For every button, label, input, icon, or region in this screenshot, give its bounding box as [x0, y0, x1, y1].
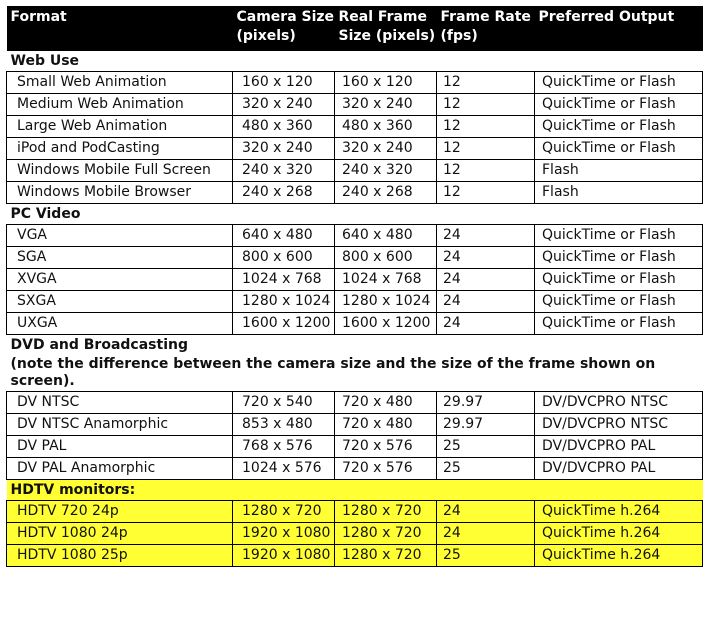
cell-frame-rate: 12	[437, 116, 535, 138]
cell-camera-size: 1024 x 768	[233, 269, 335, 291]
table-row	[7, 414, 703, 436]
cell-camera-size: 480 x 360	[233, 116, 335, 138]
cell-format: iPod and PodCasting	[7, 138, 233, 160]
cell-preferred-output: QuickTime or Flash	[535, 225, 703, 247]
header-frame-rate: Frame Rate (fps)	[437, 6, 535, 51]
cell-format: HDTV 1080 24p	[7, 523, 233, 545]
cell-format: Windows Mobile Browser	[7, 182, 233, 204]
table-row	[7, 94, 703, 116]
cell-format: UXGA	[7, 313, 233, 335]
cell-real-frame-size: 160 x 120	[335, 72, 437, 94]
cell-preferred-output: QuickTime h.264	[535, 545, 703, 567]
cell-real-frame-size: 480 x 360	[335, 116, 437, 138]
cell-format: Medium Web Animation	[7, 94, 233, 116]
cell-format: SGA	[7, 247, 233, 269]
cell-real-frame-size: 1600 x 1200	[335, 313, 437, 335]
cell-frame-rate: 24	[437, 501, 535, 523]
cell-camera-size: 1920 x 1080	[233, 545, 335, 567]
cell-camera-size: 640 x 480	[233, 225, 335, 247]
cell-preferred-output: DV/DVCPRO PAL	[535, 436, 703, 458]
cell-frame-rate: 24	[437, 523, 535, 545]
section-note-text: (note the difference between the camera size and the size of the frame shown on screen).	[10, 356, 656, 389]
table-row	[7, 501, 703, 523]
table-row	[7, 313, 703, 335]
cell-frame-rate: 24	[437, 225, 535, 247]
cell-real-frame-size: 1024 x 768	[335, 269, 437, 291]
cell-real-frame-size: 1280 x 720	[335, 523, 437, 545]
cell-preferred-output: QuickTime or Flash	[535, 247, 703, 269]
cell-preferred-output: QuickTime or Flash	[535, 291, 703, 313]
cell-frame-rate: 12	[437, 72, 535, 94]
section-title: HDTV monitors:	[7, 480, 703, 501]
cell-camera-size: 320 x 240	[233, 94, 335, 116]
cell-preferred-output: Flash	[535, 182, 703, 204]
cell-real-frame-size: 240 x 320	[335, 160, 437, 182]
cell-frame-rate: 25	[437, 545, 535, 567]
table-row	[7, 436, 703, 458]
cell-format: HDTV 1080 25p	[7, 545, 233, 567]
cell-real-frame-size: 320 x 240	[335, 138, 437, 160]
cell-camera-size: 768 x 576	[233, 436, 335, 458]
cell-format: HDTV 720 24p	[7, 501, 233, 523]
table-row	[7, 116, 703, 138]
cell-frame-rate: 12	[437, 182, 535, 204]
section-title: DVD and Broadcasting	[7, 335, 703, 356]
formats-table	[6, 6, 703, 567]
cell-preferred-output: DV/DVCPRO NTSC	[535, 414, 703, 436]
section-dvd	[7, 335, 703, 356]
table-row	[7, 291, 703, 313]
cell-preferred-output: QuickTime h.264	[535, 501, 703, 523]
table-row	[7, 458, 703, 480]
cell-preferred-output: QuickTime or Flash	[535, 138, 703, 160]
section-title: PC Video	[7, 204, 703, 225]
cell-real-frame-size: 1280 x 720	[335, 501, 437, 523]
table-row	[7, 225, 703, 247]
header-real-frame-size: Real Frame Size (pixels)	[335, 6, 437, 51]
cell-format: Small Web Animation	[7, 72, 233, 94]
cell-real-frame-size: 640 x 480	[335, 225, 437, 247]
cell-camera-size: 1600 x 1200	[233, 313, 335, 335]
cell-real-frame-size: 720 x 576	[335, 436, 437, 458]
cell-camera-size: 1024 x 576	[233, 458, 335, 480]
cell-format: DV NTSC Anamorphic	[7, 414, 233, 436]
table-row	[7, 269, 703, 291]
cell-real-frame-size: 720 x 480	[335, 392, 437, 414]
cell-camera-size: 1920 x 1080	[233, 523, 335, 545]
cell-frame-rate: 24	[437, 291, 535, 313]
cell-format: Windows Mobile Full Screen	[7, 160, 233, 182]
cell-frame-rate: 24	[437, 247, 535, 269]
header-camera-size: Camera Size (pixels)	[233, 6, 335, 51]
header-row	[7, 6, 703, 51]
cell-preferred-output: DV/DVCPRO PAL	[535, 458, 703, 480]
cell-format: SXGA	[7, 291, 233, 313]
cell-frame-rate: 12	[437, 94, 535, 116]
cell-real-frame-size: 320 x 240	[335, 94, 437, 116]
section-hdtv	[7, 480, 703, 501]
cell-real-frame-size: 1280 x 720	[335, 545, 437, 567]
cell-preferred-output: QuickTime or Flash	[535, 94, 703, 116]
section-title: Web Use	[7, 51, 703, 72]
cell-preferred-output: QuickTime or Flash	[535, 269, 703, 291]
cell-format: DV PAL	[7, 436, 233, 458]
table-row	[7, 523, 703, 545]
cell-preferred-output: DV/DVCPRO NTSC	[535, 392, 703, 414]
table-row	[7, 392, 703, 414]
cell-camera-size: 853 x 480	[233, 414, 335, 436]
table-row	[7, 138, 703, 160]
cell-preferred-output: Flash	[535, 160, 703, 182]
cell-real-frame-size: 800 x 600	[335, 247, 437, 269]
cell-camera-size: 160 x 120	[233, 72, 335, 94]
table-row	[7, 182, 703, 204]
cell-camera-size: 240 x 320	[233, 160, 335, 182]
cell-preferred-output: QuickTime or Flash	[535, 116, 703, 138]
table-row	[7, 72, 703, 94]
cell-frame-rate: 29.97	[437, 414, 535, 436]
cell-camera-size: 320 x 240	[233, 138, 335, 160]
cell-camera-size: 800 x 600	[233, 247, 335, 269]
cell-format: Large Web Animation	[7, 116, 233, 138]
section-web	[7, 51, 703, 72]
cell-real-frame-size: 720 x 576	[335, 458, 437, 480]
cell-camera-size: 240 x 268	[233, 182, 335, 204]
cell-real-frame-size: 720 x 480	[335, 414, 437, 436]
header-preferred-output: Preferred Output	[535, 6, 703, 51]
cell-format: XVGA	[7, 269, 233, 291]
header-format: Format	[7, 6, 233, 51]
cell-real-frame-size: 1280 x 1024	[335, 291, 437, 313]
table-row	[7, 545, 703, 567]
cell-frame-rate: 25	[437, 458, 535, 480]
cell-preferred-output: QuickTime or Flash	[535, 72, 703, 94]
cell-format: DV PAL Anamorphic	[7, 458, 233, 480]
cell-real-frame-size: 240 x 268	[335, 182, 437, 204]
cell-frame-rate: 12	[437, 138, 535, 160]
cell-frame-rate: 12	[437, 160, 535, 182]
cell-frame-rate: 24	[437, 269, 535, 291]
cell-frame-rate: 25	[437, 436, 535, 458]
cell-frame-rate: 24	[437, 313, 535, 335]
table-row	[7, 160, 703, 182]
cell-format: DV NTSC	[7, 392, 233, 414]
cell-preferred-output: QuickTime h.264	[535, 523, 703, 545]
cell-format: VGA	[7, 225, 233, 247]
cell-camera-size: 720 x 540	[233, 392, 335, 414]
cell-camera-size: 1280 x 720	[233, 501, 335, 523]
cell-frame-rate: 29.97	[437, 392, 535, 414]
cell-camera-size: 1280 x 1024	[233, 291, 335, 313]
cell-preferred-output: QuickTime or Flash	[535, 313, 703, 335]
section-note	[7, 355, 703, 392]
section-pc	[7, 204, 703, 225]
table-row	[7, 247, 703, 269]
